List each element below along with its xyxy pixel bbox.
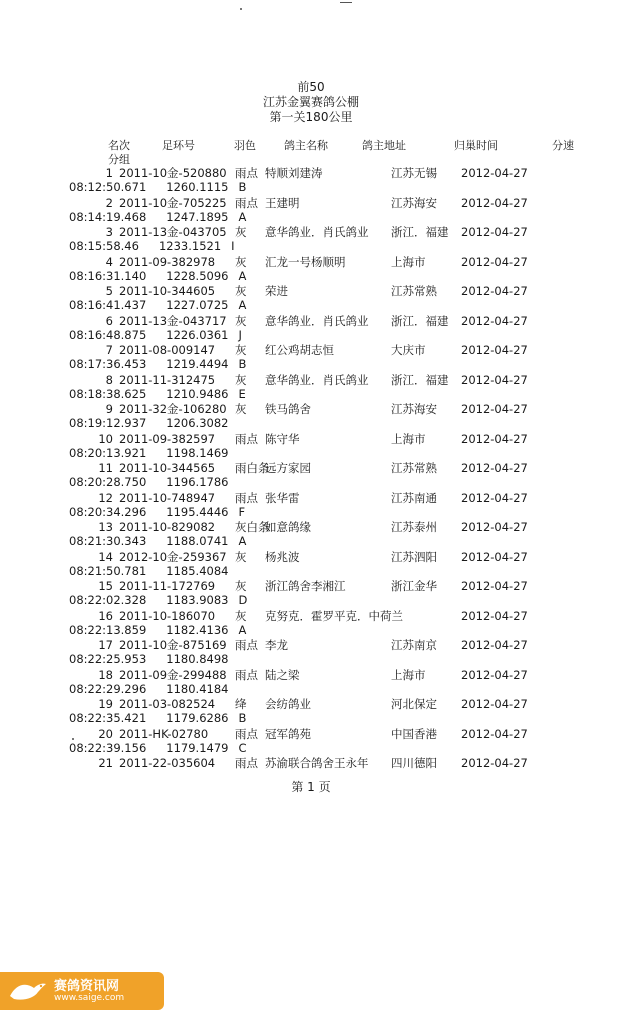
record-ring: 2011-09-382597: [119, 431, 216, 446]
record-color: 雨点: [235, 667, 258, 682]
column-group: 分组: [108, 153, 130, 166]
record-owner: 铁马鸽舍: [265, 402, 311, 416]
record-row: [69, 431, 559, 463]
record-group: B: [238, 180, 247, 194]
record-date: 2012-04-27: [461, 490, 528, 505]
record-address: 江苏南京: [391, 638, 437, 652]
record-rank: 17: [98, 638, 113, 652]
record-address: 江苏海安: [391, 402, 437, 416]
record-speed: 1180.8498: [166, 652, 229, 666]
record-time: 08:12:50.671: [69, 180, 147, 194]
record-ring: 2011-10金-705225: [119, 195, 227, 210]
record-row: [69, 697, 559, 728]
race-name: 江苏金翼赛鸽公棚: [262, 95, 359, 109]
site-watermark: [0, 972, 164, 1010]
record-color: 灰: [235, 372, 247, 387]
record-speed: 1260.1115: [166, 180, 229, 194]
record-color: 灰: [235, 343, 247, 357]
record-date: 2012-04-27: [461, 726, 528, 741]
record-rank: 18: [98, 667, 113, 682]
record-ring: 2011-10-748947: [119, 490, 216, 505]
record-date: 2012-04-27: [461, 579, 528, 593]
record-speed: 1196.1786: [166, 475, 229, 489]
scan-mark: [340, 2, 352, 3]
record-speed: 1198.1469: [166, 445, 229, 460]
column-time: 归巢时间: [454, 139, 498, 152]
record-owner: 远方家园: [265, 461, 311, 475]
record-date: 2012-04-27: [461, 195, 528, 210]
record-time: 08:16:41.437: [69, 298, 147, 312]
record-rank: 16: [98, 608, 113, 623]
record-group: A: [238, 534, 247, 548]
record-time: 08:16:48.875: [69, 327, 147, 342]
record-group: B: [238, 711, 247, 725]
record-ring: 2011-10金-875169: [119, 638, 227, 652]
record-time: 08:19:12.937: [69, 416, 147, 430]
record-rank: 13: [98, 520, 113, 534]
record-group: J: [238, 327, 242, 342]
record-speed: 1185.4084: [166, 563, 229, 578]
record-speed: 1226.0361: [166, 327, 229, 342]
record-group: I: [231, 239, 235, 253]
record-color: 雨点: [235, 166, 258, 180]
record-address: 江苏南通: [391, 490, 437, 505]
record-rank: 2: [105, 195, 113, 210]
record-color: 雨白条: [235, 461, 270, 475]
record-owner: 杨兆波: [265, 549, 300, 564]
record-ring: 2011-03-082524: [119, 697, 216, 711]
record-time: 08:20:34.296: [69, 504, 147, 519]
record-time: 08:16:31.140: [69, 268, 147, 283]
record-owner: 李龙: [265, 638, 288, 652]
record-row: [69, 313, 559, 345]
record-group: A: [238, 622, 247, 637]
record-ring: 2011-13金-043717: [119, 313, 227, 328]
heading-top: 前50: [297, 80, 325, 94]
record-ring: 2011-13金-043705: [119, 225, 227, 239]
record-row: [69, 667, 559, 699]
record-speed: 1195.4446: [166, 504, 229, 519]
column-headers: [108, 139, 578, 152]
record-color: 绛: [235, 697, 247, 711]
pigeon-logo-icon: [8, 978, 48, 1004]
record-date: 2012-04-27: [461, 667, 528, 682]
record-speed: 1188.0741: [166, 534, 229, 548]
record-address: 江苏常熟: [391, 284, 437, 298]
record-rank: 20: [98, 726, 113, 741]
column-speed: 分速: [552, 139, 574, 152]
record-row: [69, 225, 559, 256]
record-speed: 1182.4136: [166, 622, 229, 637]
record-rank: 10: [98, 431, 113, 446]
record-time: 08:21:30.343: [69, 534, 147, 548]
page-number: 第 1 页: [291, 780, 331, 794]
record-row: [69, 284, 559, 315]
record-time: 08:18:38.625: [69, 386, 147, 401]
watermark-site-name: 赛鸽资讯网: [54, 979, 120, 994]
record-date: 2012-04-27: [461, 638, 528, 652]
record-owner: 陆之梁: [265, 667, 300, 682]
record-ring: 2011-10-829082: [119, 520, 216, 534]
record-rank: 7: [105, 343, 113, 357]
record-address: 江苏泗阳: [391, 549, 437, 564]
watermark-site-url: www.saige.com: [54, 993, 125, 1003]
record-rank: 21: [98, 756, 113, 770]
record-owner: 意华鸽业．肖氏鸽业: [265, 313, 369, 328]
record-rank: 8: [105, 372, 113, 387]
record-time: 08:21:50.781: [69, 563, 147, 578]
record-speed: 1183.9083: [166, 593, 229, 607]
record-address: 中国香港: [391, 726, 437, 741]
record-color: 雨点: [235, 490, 258, 505]
record-address: 河北保定: [391, 697, 437, 711]
record-address: 浙江．福建: [391, 313, 449, 328]
record-time: 08:14:19.468: [69, 209, 147, 224]
record-group: B: [238, 357, 247, 371]
record-date: 2012-04-27: [461, 313, 528, 328]
record-address: 浙江金华: [391, 579, 437, 593]
record-color: 灰: [235, 608, 247, 623]
record-ring: 2011-32金-106280: [119, 402, 227, 416]
record-date: 2012-04-27: [461, 461, 528, 475]
record-group: E: [238, 386, 246, 401]
record-time: 08:20:13.921: [69, 445, 147, 460]
record-color: 灰白条: [235, 520, 270, 534]
record-date: 2012-04-27: [461, 402, 528, 416]
record-date: 2012-04-27: [461, 254, 528, 269]
record-color: 雨点: [235, 756, 258, 770]
record-ring: 2011-HK-02780: [119, 726, 209, 741]
record-address: 上海市: [391, 254, 426, 269]
record-group: A: [238, 209, 247, 224]
record-owner: 冠军鸽苑: [265, 726, 311, 741]
record-address: 四川德阳: [391, 756, 437, 770]
record-speed: 1219.4494: [166, 357, 229, 371]
record-color: 灰: [235, 579, 247, 593]
record-date: 2012-04-27: [461, 756, 528, 770]
record-owner: 汇龙一号杨顺明: [265, 254, 346, 269]
record-ring: 2011-09-382978: [119, 254, 216, 269]
record-time: 08:17:36.453: [69, 357, 147, 371]
record-color: 灰: [235, 313, 247, 328]
scan-dot: [72, 738, 74, 740]
record-date: 2012-04-27: [461, 431, 528, 446]
record-row: [69, 549, 559, 581]
record-speed: 1227.0725: [166, 298, 229, 312]
record-speed: 1228.5096: [166, 268, 229, 283]
record-speed: 1210.9486: [166, 386, 229, 401]
column-rank: 名次: [108, 139, 130, 152]
record-address: 大庆市: [391, 343, 426, 357]
column-color: 羽色: [234, 139, 256, 152]
record-ring: 2011-22-035604: [119, 756, 216, 770]
record-owner: 克努克．霍罗平克．中荷兰: [265, 608, 403, 623]
record-rank: 5: [105, 284, 113, 298]
record-time: 08:22:35.421: [69, 711, 147, 725]
record-ring: 2011-11-312475: [119, 372, 216, 387]
column-address: 鸽主地址: [362, 139, 406, 152]
record-speed: 1179.1479: [166, 740, 229, 755]
record-row: [69, 254, 559, 286]
record-owner: 如意鸽缘: [265, 520, 311, 534]
record-owner: 意华鸽业．肖氏鸽业: [265, 225, 369, 239]
record-time: 08:22:39.156: [69, 740, 147, 755]
record-rank: 19: [98, 697, 113, 711]
record-row: [69, 579, 559, 610]
record-address: 上海市: [391, 667, 426, 682]
record-time: 08:22:13.859: [69, 622, 147, 637]
scan-dot: [240, 8, 242, 10]
record-address: 江苏无锡: [391, 166, 437, 180]
record-rank: 4: [105, 254, 113, 269]
record-color: 灰: [235, 549, 247, 564]
record-row: [69, 343, 559, 374]
record-address: 江苏海安: [391, 195, 437, 210]
record-owner: 苏渝联合鸽舍王永年: [265, 756, 369, 770]
record-color: 灰: [235, 402, 247, 416]
record-address: 上海市: [391, 431, 426, 446]
results-list: [69, 166, 559, 787]
race-stage: 第一关180公里: [269, 110, 353, 124]
record-row: [69, 490, 559, 522]
record-address: 浙江．福建: [391, 372, 449, 387]
record-owner: 会纺鸽业: [265, 697, 311, 711]
record-color: 灰: [235, 254, 247, 269]
record-ring: 2012-10金-259367: [119, 549, 227, 564]
record-owner: 陈守华: [265, 431, 300, 446]
record-address: 江苏常熟: [391, 461, 437, 475]
column-ring: 足环号: [162, 139, 195, 152]
record-rank: 12: [98, 490, 113, 505]
record-group: C: [238, 740, 247, 755]
record-color: 雨点: [235, 195, 258, 210]
record-date: 2012-04-27: [461, 225, 528, 239]
record-ring: 2011-08-009147: [119, 343, 216, 357]
record-group: D: [238, 593, 248, 607]
record-speed: 1179.6286: [166, 711, 229, 725]
record-date: 2012-04-27: [461, 697, 528, 711]
record-ring: 2011-09金-299488: [119, 667, 227, 682]
record-time: 08:22:25.953: [69, 652, 147, 666]
record-owner: 浙江鸽舍李湘江: [265, 579, 346, 593]
record-date: 2012-04-27: [461, 608, 528, 623]
record-rank: 6: [105, 313, 113, 328]
record-row: [69, 520, 559, 551]
record-row: [69, 638, 559, 669]
record-color: 灰: [235, 225, 247, 239]
record-row: [69, 402, 559, 433]
record-owner: 王建明: [265, 195, 300, 210]
record-owner: 张华雷: [265, 490, 300, 505]
record-color: 雨点: [235, 726, 258, 741]
record-address: 浙江．福建: [391, 225, 449, 239]
record-row: [69, 166, 559, 197]
record-date: 2012-04-27: [461, 372, 528, 387]
record-ring: 2011-10-186070: [119, 608, 216, 623]
record-group: A: [238, 298, 247, 312]
record-ring: 2011-10-344605: [119, 284, 216, 298]
record-time: 08:22:29.296: [69, 681, 147, 696]
record-group: F: [238, 504, 246, 519]
record-row: [69, 461, 559, 492]
record-owner: 意华鸽业．肖氏鸽业: [265, 372, 369, 387]
record-date: 2012-04-27: [461, 549, 528, 564]
record-address: 江苏泰州: [391, 520, 437, 534]
record-group: A: [238, 268, 247, 283]
record-row: [69, 608, 559, 640]
record-time: 08:22:02.328: [69, 593, 147, 607]
record-date: 2012-04-27: [461, 166, 528, 180]
record-owner: 红公鸡胡志恒: [265, 343, 334, 357]
column-owner: 鸽主名称: [284, 139, 328, 152]
record-color: 雨点: [235, 431, 258, 446]
record-rank: 9: [105, 402, 113, 416]
record-ring: 2011-11-172769: [119, 579, 216, 593]
record-rank: 14: [98, 549, 113, 564]
record-ring: 2011-10-344565: [119, 461, 216, 475]
record-date: 2012-04-27: [461, 520, 528, 534]
record-rank: 1: [105, 166, 113, 180]
record-speed: 1233.1521: [158, 239, 222, 253]
record-time: 08:15:58.46: [69, 239, 139, 253]
record-owner: 荣进: [265, 284, 288, 298]
record-date: 2012-04-27: [461, 343, 528, 357]
record-rank: 11: [98, 461, 113, 475]
record-date: 2012-04-27: [461, 284, 528, 298]
record-row: [69, 195, 559, 227]
record-owner: 特顺刘建涛: [265, 166, 323, 180]
record-speed: 1180.4184: [166, 681, 229, 696]
record-speed: 1206.3082: [166, 416, 229, 430]
record-row: [69, 726, 559, 758]
record-ring: 2011-10金-520880: [119, 166, 227, 180]
record-color: 雨点: [235, 638, 258, 652]
record-rank: 15: [98, 579, 113, 593]
record-rank: 3: [105, 225, 113, 239]
record-speed: 1247.1895: [166, 209, 229, 224]
record-time: 08:20:28.750: [69, 475, 147, 489]
record-color: 灰: [235, 284, 247, 298]
record-row: [69, 372, 559, 404]
